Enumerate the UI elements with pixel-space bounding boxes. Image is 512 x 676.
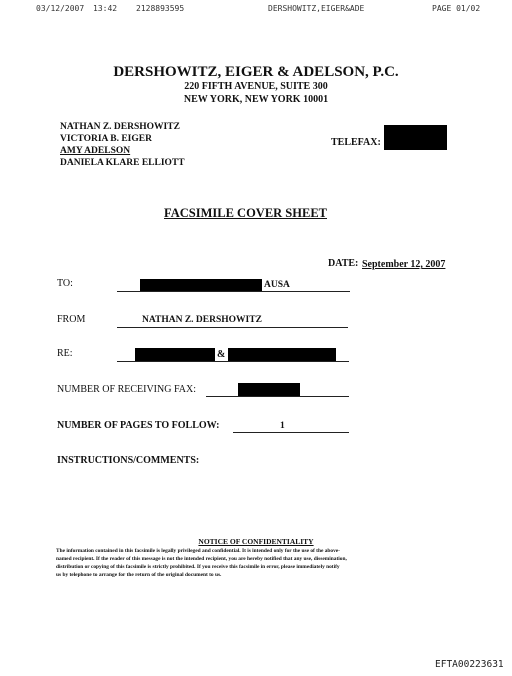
receiving-fax-label: NUMBER OF RECEIVING FAX: [57, 384, 196, 395]
bates-number: EFTA00223631 [435, 659, 504, 670]
instructions-label: INSTRUCTIONS/COMMENTS: [57, 455, 200, 466]
attorney-name: VICTORIA B. EIGER [60, 134, 152, 144]
attorney-name: DANIELA KLARE ELLIOTT [60, 158, 185, 168]
telefax-label: TELEFAX: [331, 137, 381, 148]
to-suffix: AUSA [264, 280, 290, 290]
fax-date: 03/12/2007 [36, 4, 85, 13]
receiving-fax-redaction [238, 383, 300, 396]
pages-label: NUMBER OF PAGES TO FOLLOW: [57, 420, 220, 431]
confidentiality-line: distribution or copying of this facsimile is strictly prohibited. If you receive this facsimile in error, please immediately notify [56, 564, 340, 570]
date-label: DATE: [328, 258, 359, 269]
telefax-redaction [384, 125, 447, 150]
document-title: FACSIMILE COVER SHEET [164, 206, 327, 220]
from-underline [117, 327, 348, 328]
fax-page: PAGE 01/02 [432, 4, 481, 13]
to-underline [117, 291, 350, 292]
date-value: September 12, 2007 [362, 259, 446, 270]
fax-number: 2128893595 [136, 4, 185, 13]
fax-sender: DERSHOWITZ,EIGER&ADE [268, 4, 365, 13]
re-ampersand: & [217, 349, 226, 360]
re-label: RE: [57, 348, 73, 359]
confidentiality-heading: NOTICE OF CONFIDENTIALITY [198, 537, 314, 546]
receiving-fax-underline [206, 396, 349, 397]
pages-underline [233, 432, 349, 433]
firm-address-line2: NEW YORK, NEW YORK 10001 [183, 94, 329, 105]
firm-address-line1: 220 FIFTH AVENUE, SUITE 300 [184, 81, 328, 92]
firm-name: DERSHOWITZ, EIGER & ADELSON, P.C. [113, 64, 399, 80]
re-underline [117, 361, 349, 362]
fax-time: 13:42 [93, 4, 118, 13]
to-label: TO: [57, 278, 73, 289]
confidentiality-line: The information contained in this facsimile is legally privileged and confidential. It is intended only for the use of the above- [56, 548, 340, 554]
pages-value: 1 [280, 421, 285, 431]
re-redaction-2 [228, 348, 336, 361]
attorney-name: AMY ADELSON [60, 146, 131, 156]
from-label: FROM [57, 314, 86, 325]
from-value: NATHAN Z. DERSHOWITZ [142, 315, 262, 325]
confidentiality-line: us by telephone to arrange for the return of the original document to us. [56, 572, 222, 578]
attorney-name: NATHAN Z. DERSHOWITZ [60, 122, 180, 132]
re-redaction-1 [135, 348, 215, 361]
confidentiality-line: named recipient. If the reader of this message is not the intended recipient, you are hereby notified that any use, dissemination, [56, 556, 347, 562]
to-redaction [140, 279, 262, 291]
